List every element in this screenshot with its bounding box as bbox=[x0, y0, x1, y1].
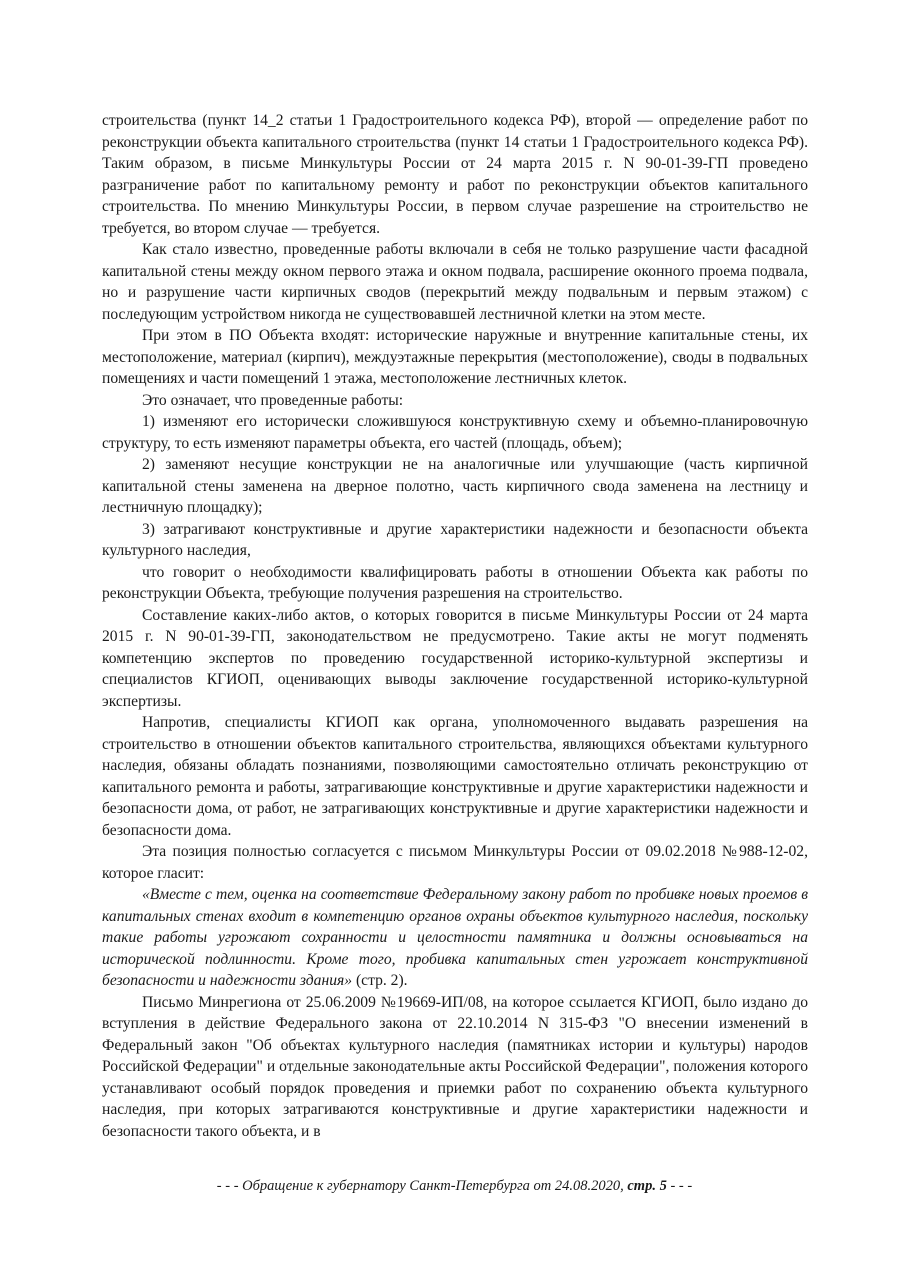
page-footer bbox=[0, 1178, 909, 1195]
paragraph-kgiop: Напротив, специалисты КГИОП как органа, уполномоченного выдавать разрешения на строительство в отношении объектов капитального строительства, являющихся объектами культурного наследия, обязаны обладать познаниями, позволяющими самостоятельно отличать реконструкцию от капитального ремонта и работы, затрагивающие конструктивные и другие характеристики надежности и безопасности дома, от работ, не затрагивающих конструктивные и другие характеристики надежности и безопасности дома. bbox=[102, 714, 808, 839]
document-body bbox=[102, 110, 808, 1142]
footer-prefix: - - - Обращение к губернатору Санкт-Петербурга от 24.08.2020, bbox=[216, 1178, 628, 1194]
list-item-3: 3) затрагивают конструктивные и другие характеристики надежности и безопасности объекта культурного наследия, bbox=[102, 520, 808, 559]
footer-page-label: стр. 5 bbox=[627, 1178, 667, 1194]
quote-text: «Вместе с тем, оценка на соответствие Федеральному закону работ по пробивке новых проемов в капитальных стенах входит в компетенцию органов охраны объектов культурного наследия, поскольку такие работы угрожают сохранности и целостности памятника и должны основываться на исторической подлинности. Кроме того, пробивка капитальных стен угрожает конструктивной безопасности и надежности здания» bbox=[102, 886, 808, 989]
list-item-1: 1) изменяют его исторически сложившуюся конструктивную схему и объемно-планировочную структуру, то есть изменяют параметры объекта, его частей (площадь, объем); bbox=[102, 413, 808, 452]
paragraph-2: Как стало известно, проведенные работы включали в себя не только разрушение части фасадной капитальной стены между окном первого этажа и окном подвала, расширение оконного проема подвала, но и разрушение части кирпичных сводов (перекрытий между подвальным и первым этажом) с последующим устройством никогда не существовавшей лестничной клетки на этом месте. bbox=[102, 241, 808, 323]
quote-suffix: (стр. 2). bbox=[352, 972, 408, 989]
footer-suffix: - - - bbox=[666, 1178, 693, 1194]
paragraph-3: При этом в ПО Объекта входят: исторические наружные и внутренние капитальные стены, их местоположение, материал (кирпич), междуэтажные перекрытия (местоположение), своды в подвальных помещениях и части помещений 1 этажа, местоположение лестничных клеток. bbox=[102, 327, 808, 387]
paragraph-1: строительства (пункт 14_2 статьи 1 Градостроительного кодекса РФ), второй — определение работ по реконструкции объекта капитального строительства (пункт 14 статьи 1 Градостроительного кодекса РФ). Таким образом, в письме Минкультуры России от 24 марта 2015 г. N 90-01-39-ГП проведено разграничение работ по капитальному ремонту и работ по реконструкции объектов капитального строительства. По мнению Минкультуры России, в первом случае разрешение на строительство не требуется, во втором случае — требуется. bbox=[102, 112, 808, 237]
list-item-2: 2) заменяют несущие конструкции не на аналогичные или улучшающие (часть кирпичной капитальной стены заменена на дверное полотно, часть кирпичного свода заменена на лестницу и лестничную площадку); bbox=[102, 456, 808, 516]
paragraph-conclusion: что говорит о необходимости квалифицировать работы в отношении Объекта как работы по реконструкции Объекта, требующие получения разрешения на строительство. bbox=[102, 563, 808, 602]
paragraph-position: Эта позиция полностью согласуется с письмом Минкультуры России от 09.02.2018 №988-12-02, которое гласит: bbox=[102, 843, 808, 882]
quote-paragraph bbox=[102, 884, 808, 992]
paragraph-4: Это означает, что проведенные работы: bbox=[142, 391, 404, 409]
paragraph-minregion: Письмо Минрегиона от 25.06.2009 №19669-ИП/08, на которое ссылается КГИОП, было издано до вступления в действие Федерального закона от 22.10.2014 N 315-ФЗ "О внесении изменений в Федеральный закон "Об объектах культурного наследия (памятниках истории и культуры) народов Российской Федерации" и отдельные законодательные акты Российской Федерации", положения которого устанавливают особый порядок проведения и приемки работ по сохранению объекта культурного наследия, при которых затрагиваются конструктивные и другие характеристики надежности и безопасности такого объекта, и в bbox=[102, 993, 808, 1140]
paragraph-acts: Составление каких-либо актов, о которых говорится в письме Минкультуры России от 24 марта 2015 г. N 90-01-39-ГП, законодательством не предусмотрено. Такие акты не могут подменять компетенцию экспертов по проведению государственной историко-культурной экспертизы и специалистов КГИОП, оценивающих выводы заключение государственной историко-культурной экспертизы. bbox=[102, 606, 808, 710]
